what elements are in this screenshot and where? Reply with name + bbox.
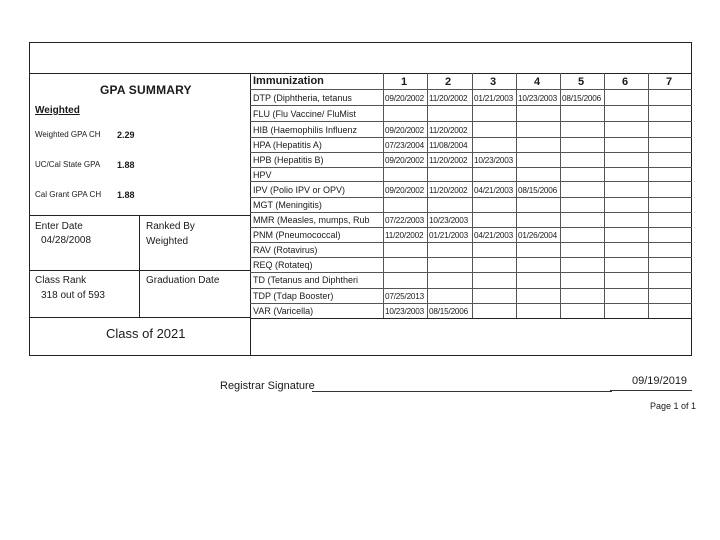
dose-date: 07/23/2004	[385, 141, 424, 150]
immunization-header: Immunization	[253, 75, 324, 87]
dose-date: 11/20/2002	[429, 156, 468, 165]
vaccine-name: VAR (Varicella)	[253, 306, 314, 316]
enter-date-value: 04/28/2008	[41, 235, 92, 246]
vaccine-name: PNM (Pneumococcal)	[253, 230, 341, 240]
vaccine-name: IPV (Polio IPV or OPV)	[253, 185, 346, 195]
panel-divider	[250, 73, 251, 356]
dose-date: 11/20/2002	[429, 94, 468, 103]
column-header: 6	[622, 76, 629, 88]
enter-date-vdivider	[139, 215, 140, 317]
dose-date: 10/23/2003	[518, 94, 557, 103]
vaccine-name: HIB (Haemophilis Influenz	[253, 125, 358, 135]
column-header: 5	[578, 76, 585, 88]
vaccine-name: RAV (Rotavirus)	[253, 245, 318, 255]
gpa-summary-title: GPA SUMMARY	[100, 83, 192, 97]
dose-date: 09/20/2002	[385, 94, 424, 103]
vaccine-name: MGT (Meningitis)	[253, 200, 322, 210]
dose-date: 11/20/2002	[429, 126, 468, 135]
vaccine-name: FLU (Flu Vaccine/ FluMist	[253, 109, 356, 119]
vaccine-name: TDP (Tdap Booster)	[253, 291, 334, 301]
vaccine-name: MMR (Measles, mumps, Rub	[253, 215, 370, 225]
column-header: 4	[534, 76, 541, 88]
page-number: Page 1 of 1	[650, 401, 697, 411]
dose-date: 07/25/2013	[385, 292, 424, 301]
dose-date: 07/22/2003	[385, 216, 424, 225]
class-rank-label: Class Rank	[35, 275, 87, 286]
gpa-row-value: 1.88	[117, 160, 135, 170]
column-header: 7	[666, 76, 673, 88]
vaccine-name: REQ (Rotateq)	[253, 260, 313, 270]
column-header: 1	[401, 76, 408, 88]
dose-date: 01/21/2003	[429, 231, 468, 240]
dose-date: 04/21/2003	[474, 186, 513, 195]
class-rank-divider	[29, 270, 250, 271]
date-line	[610, 390, 692, 391]
dose-date: 11/08/2004	[429, 141, 468, 150]
dose-date: 11/20/2002	[385, 231, 424, 240]
vaccine-name: HPB (Hepatitis B)	[253, 155, 324, 165]
column-header: 2	[445, 76, 452, 88]
vaccine-name: HPV	[253, 170, 272, 180]
class-of-divider	[29, 317, 250, 318]
vaccine-name: HPA (Hepatitis A)	[253, 140, 322, 150]
class-of-label: Class of 2021	[106, 326, 186, 341]
gpa-row-value: 1.88	[117, 190, 135, 200]
ranked-by-label: Ranked By	[146, 221, 195, 232]
dose-date: 09/20/2002	[385, 186, 424, 195]
dose-date: 01/26/2004	[518, 231, 557, 240]
weighted-heading: Weighted	[35, 105, 80, 116]
signature-date: 09/19/2019	[632, 375, 688, 387]
dose-date: 10/23/2003	[474, 156, 513, 165]
signature-line	[312, 391, 612, 392]
graduation-date-label: Graduation Date	[146, 275, 220, 286]
enter-date-label: Enter Date	[35, 221, 83, 232]
class-rank-value: 318 out of 593	[41, 290, 105, 301]
dose-date: 11/20/2002	[429, 186, 468, 195]
vaccine-name: DTP (Diphtheria, tetanus	[253, 93, 352, 103]
gpa-row-label: Cal Grant GPA CH	[35, 190, 102, 199]
dose-date: 09/20/2002	[385, 126, 424, 135]
dose-date: 10/23/2003	[429, 216, 468, 225]
registrar-signature-label: Registrar Signature	[220, 380, 315, 392]
gpa-row-label: UC/Cal State GPA	[35, 160, 101, 169]
top-band-divider	[29, 73, 692, 74]
dose-date: 01/21/2003	[474, 94, 513, 103]
dose-date: 08/15/2006	[518, 186, 557, 195]
dose-date: 09/20/2002	[385, 156, 424, 165]
gpa-row-label: Weighted GPA CH	[35, 130, 101, 139]
vaccine-name: TD (Tetanus and Diphtheri	[253, 275, 359, 285]
dose-date: 08/15/2006	[562, 94, 601, 103]
dose-date: 10/23/2003	[385, 307, 424, 316]
column-header: 3	[490, 76, 497, 88]
gpa-row-value: 2.29	[117, 130, 135, 140]
dose-date: 08/15/2006	[429, 307, 468, 316]
ranked-by-value: Weighted	[146, 236, 189, 247]
dose-date: 04/21/2003	[474, 231, 513, 240]
